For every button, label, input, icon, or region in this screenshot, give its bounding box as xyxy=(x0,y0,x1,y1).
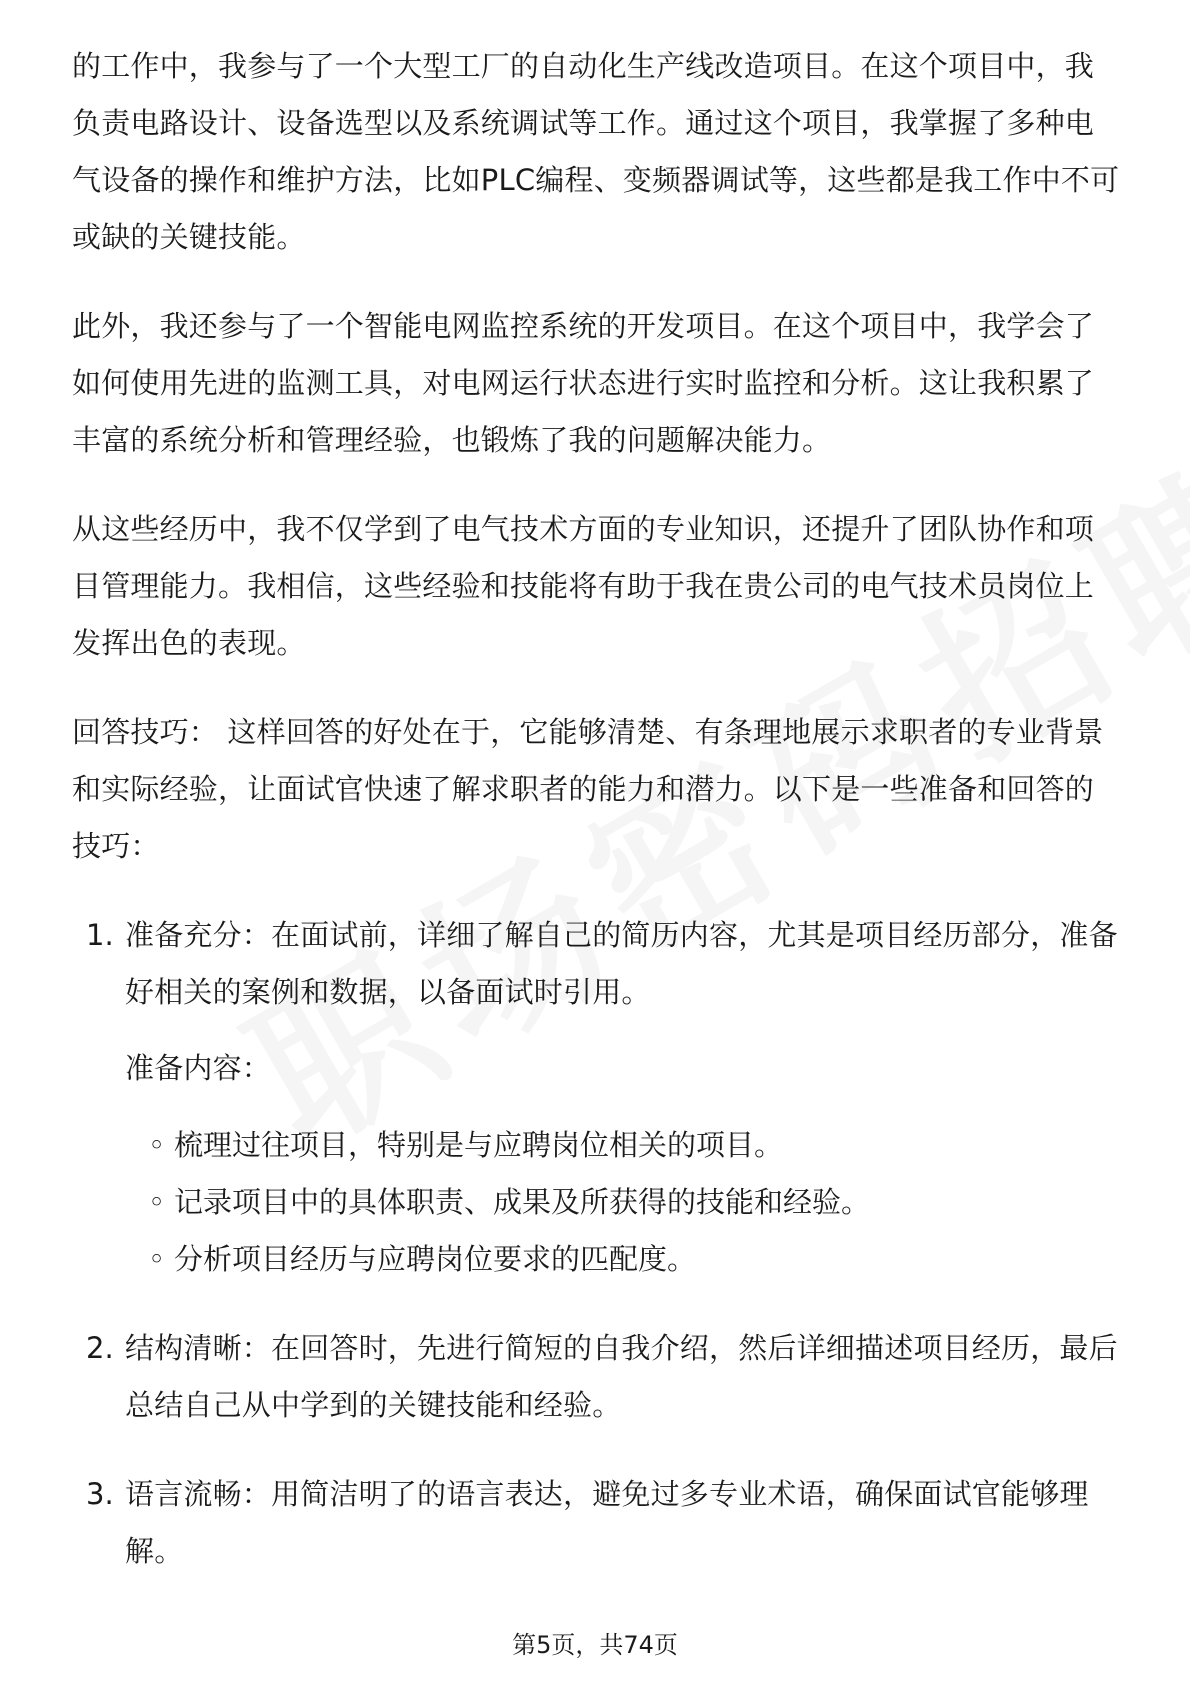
bullet-icon: ◦ xyxy=(148,1185,166,1219)
tip-number-2: 2. xyxy=(86,1331,114,1365)
tip-text-1: 准备充分：在面试前，详细了解自己的简历内容，尤其是项目经历部分，准备好相关的案例和数据，以备面试时引用。 xyxy=(125,918,1118,1009)
tip-subtitle: 准备内容： xyxy=(125,1051,272,1085)
tip-item-2 xyxy=(72,1320,1122,1434)
paragraph-smart-grid: 此外，我还参与了一个智能电网监控系统的开发项目。在这个项目中，我学会了如何使用先进的监测工具，对电网运行状态进行实时监控和分析。这让我积累了丰富的系统分析和管理经验，也锻炼了我的问题解决能力。 xyxy=(72,309,1095,457)
list-item xyxy=(125,1231,1122,1288)
tip-item-3 xyxy=(72,1466,1122,1580)
tip-text-2: 结构清晰：在回答时，先进行简短的自我介绍，然后详细描述项目经历，最后总结自己从中学到的关键技能和经验。 xyxy=(125,1331,1118,1422)
list-item xyxy=(125,1117,1122,1174)
tip-number-3: 3. xyxy=(86,1477,114,1511)
page-number: 第5页，共74页 xyxy=(512,1631,678,1659)
bullet-list xyxy=(125,1117,1122,1288)
tip-item-1 xyxy=(72,907,1122,1288)
bullet-icon: ◦ xyxy=(148,1128,166,1162)
bullet-icon: ◦ xyxy=(148,1242,166,1276)
paragraph-summary: 从这些经历中，我不仅学到了电气技术方面的专业知识，还提升了团队协作和项目管理能力。我相信，这些经验和技能将有助于我在贵公司的电气技术员岗位上发挥出色的表现。 xyxy=(72,512,1095,660)
list-item-text: 分析项目经历与应聘岗位要求的匹配度。 xyxy=(174,1242,697,1276)
document-body xyxy=(72,38,1122,1580)
list-item-text: 记录项目中的具体职责、成果及所获得的技能和经验。 xyxy=(174,1185,871,1219)
tip-text-3: 语言流畅：用简洁明了的语言表达，避免过多专业术语，确保面试官能够理解。 xyxy=(125,1477,1089,1568)
tip-number-1: 1. xyxy=(86,918,114,952)
list-item xyxy=(125,1174,1122,1231)
list-item-text: 梳理过往项目，特别是与应聘岗位相关的项目。 xyxy=(174,1128,784,1162)
paragraph-answer-tips: 回答技巧： 这样回答的好处在于，它能够清楚、有条理地展示求职者的专业背景和实际经验，让面试官快速了解求职者的能力和潜力。以下是一些准备和回答的技巧： xyxy=(72,715,1104,863)
paragraph-work-experience: 的工作中，我参与了一个大型工厂的自动化生产线改造项目。在这个项目中，我负责电路设计、设备选型以及系统调试等工作。通过这个项目，我掌握了多种电气设备的操作和维护方法，比如PLC编程、变频器调试等，这些都是我工作中不可或缺的关键技能。 xyxy=(72,49,1120,254)
